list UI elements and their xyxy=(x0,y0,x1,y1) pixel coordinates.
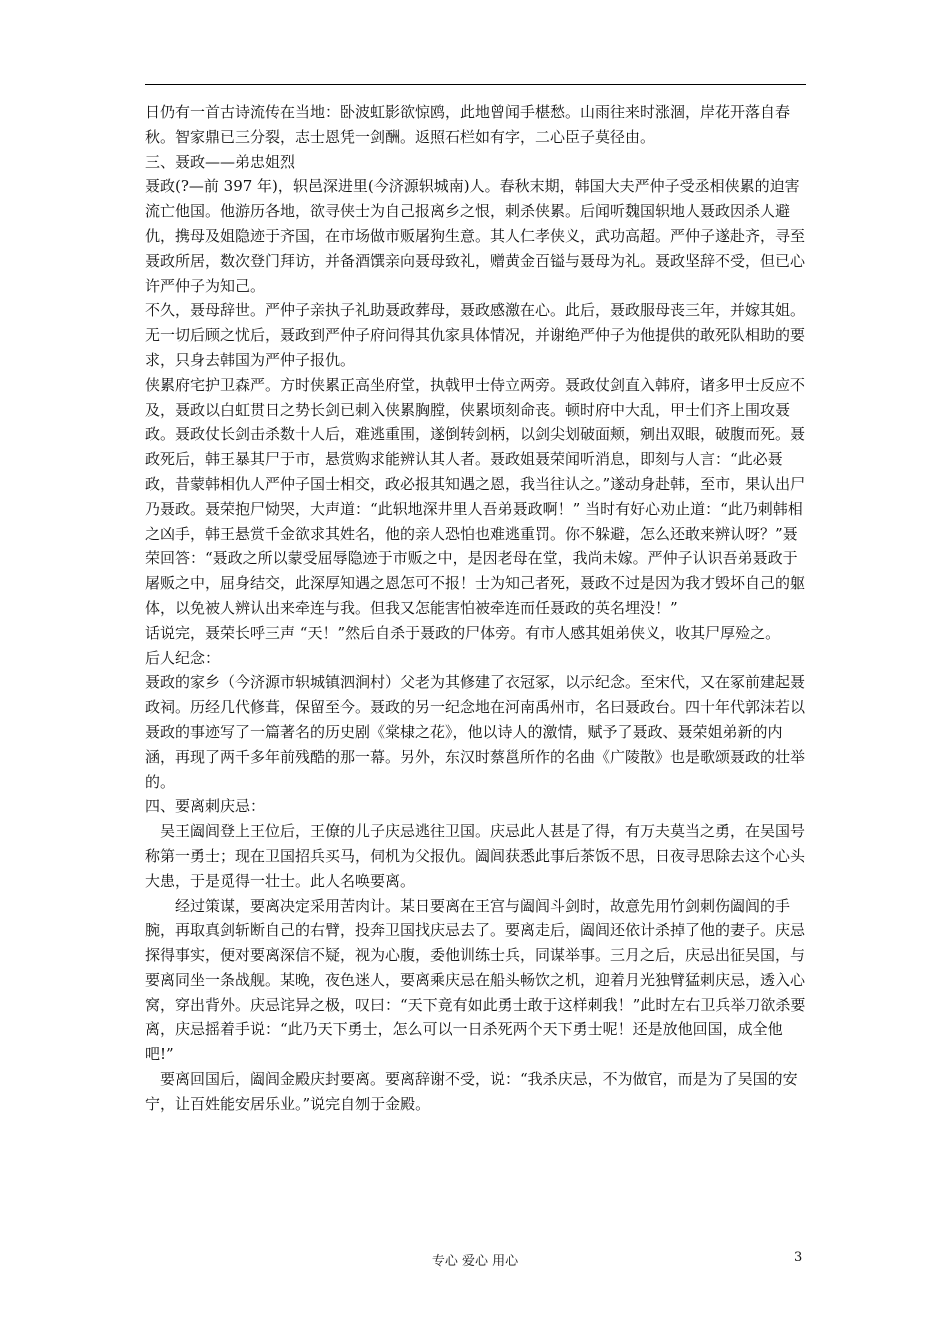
footer-motto: 专心 爱心 用心 xyxy=(431,1254,519,1269)
section-heading-nie-zheng: 三、聂政——弟忠姐烈 xyxy=(145,152,296,171)
paragraph: 吴王阖闾登上王位后，王僚的儿子庆忌逃往卫国。庆忌此人甚是了得，有万夫莫当之勇，在吴国号称第一勇士；现在卫国招兵买马，伺机为父报仇。阖闾获悉此事后茶饭不思，日夜寻思除去这个心头大患，于是觅得一壮士。此人名唤要离。 xyxy=(145,822,806,890)
section-heading-yao-li: 四、要离刺庆忌： xyxy=(145,797,266,816)
paragraph: 不久，聂母辞世。严仲子亲执子礼助聂政葬母，聂政感激在心。此后，聂政服母丧三年，并嫁其姐。无一切后顾之忧后，聂政到严仲子府问得其仇家具体情况，并谢绝严仲子为他提供的敢死队相助的要求，只身去韩国为严仲子报仇。 xyxy=(145,301,806,369)
page-number: 3 xyxy=(794,1250,803,1265)
paragraph: 聂政的家乡（今济源市轵城镇泗涧村）父老为其修建了衣冠冢，以示纪念。至宋代，又在冢前建起聂政祠。历经几代修葺，保留至今。聂政的另一纪念地在河南禹州市，名曰聂政台。四十年代郭沫若以聂政的事迹写了一篇著名的历史剧《棠棣之花》，他以诗人的激情，赋予了聂政、聂荣姐弟新的内涵，再现了两千多年前残酷的那一幕。另外，东汉时蔡邕所作的名曲《广陵散》也是歌颂聂政的壮举的。 xyxy=(145,673,806,791)
paragraph: 经过策谋，要离决定采用苦肉计。某日要离在王宫与阖闾斗剑时，故意先用竹剑刺伤阖闾的手腕，再取真剑斩断自己的右臂，投奔卫国找庆忌去了。要离走后，阖闾还依计杀掉了他的妻子。庆忌探得事实，便对要离深信不疑，视为心腹，委他训练士兵，同谋举事。三月之后，庆忌出征吴国，与要离同坐一条战舰。某晚，夜色迷人，要离乘庆忌在船头畅饮之机，迎着月光独臂猛刺庆忌，透入心窝，穿出背外。庆忌诧异之极，叹曰：“天下竟有如此勇士敢于这样刺我！”此时左右卫兵举刀欲杀要离，庆忌摇着手说：“此乃天下勇士，怎么可以一日杀死两个天下勇士呢！还是放他回国，成全他吧!” xyxy=(145,896,806,1064)
page-body xyxy=(145,100,807,1117)
paragraph: 要离回国后，阖闾金殿庆封要离。要离辞谢不受，说：“我杀庆忌，不为做官，而是为了吴国的安宁，让百姓能安居乐业。”说完自刎于金殿。 xyxy=(145,1070,798,1113)
paragraph: 侠累府宅护卫森严。方时侠累正高坐府堂，执戟甲士侍立两旁。聂政仗剑直入韩府，诸多甲士反应不及，聂政以白虹贯日之势长剑已刺入侠累胸膛，侠累顷刻命丧。顿时府中大乱，甲士们齐上围攻聂政。聂政仗长剑击杀数十人后，难逃重围，遂倒转剑柄，以剑尖划破面颊，剜出双眼，破腹而死。聂政死后，韩王暴其尸于市，悬赏购求能辨认其人者。聂政姐聂荣闻听消息，即刻与人言：“此必聂政，昔蒙韩相仇人严仲子国士相交，政必报其知遇之恩，我当往认之。”遂动身赴韩，至市，果认出尸乃聂政。聂荣抱尸恸哭，大声道：“此轵地深井里人吾弟聂政啊！” 当时有好心劝止道：“此乃刺韩相之凶手，韩王悬赏千金欲求其姓名，他的亲人恐怕也难逃重罚。你不躲避，怎么还敢来辨认呀？”聂荣回答：“聂政之所以蒙受屈辱隐迹于市贩之中，是因老母在堂，我尚未嫁。严仲子认识吾弟聂政于屠贩之中，屈身结交，此深厚知遇之恩怎可不报！士为知己者死，聂政不过是因为我才毁坏自己的躯体，以免被人辨认出来牵连与我。但我又怎能害怕被牵连而任聂政的英名埋没！” xyxy=(145,375,806,617)
paragraph: 话说完，聂荣长呼三声 “天！”然后自杀于聂政的尸体旁。有市人感其姐弟侠义，收其尸厚殓之。 xyxy=(145,623,781,642)
paragraph: 聂政(?—前 397 年)，轵邑深进里(今济源轵城南)人。春秋末期，韩国大夫严仲子受丞相侠累的迫害流亡他国。他游历各地，欲寻侠士为自己报离乡之恨，刺杀侠累。后闻听魏国轵地人聂政因杀人避仇，携母及姐隐迹于齐国，在市场做市贩屠狗生意。其人仁孝侠义，武功高超。严仲子遂赴齐，寻至聂政所居，数次登门拜访，并备酒馔亲向聂母致礼，赠黄金百镒与聂母为礼。聂政坚辞不受，但已心许严仲子为知己。 xyxy=(145,177,806,295)
subheading-commemoration: 后人纪念： xyxy=(145,648,221,667)
paragraph-poem: 日仍有一首古诗流传在当地：卧波虹影欲惊鸥，此地曾闻手椹愁。山雨往来时涨涸，岸花开落自春秋。智家鼎已三分裂，志士恩凭一剑酬。返照石栏如有字，二心臣子莫径由。 xyxy=(145,103,791,146)
header-rule xyxy=(145,84,806,85)
